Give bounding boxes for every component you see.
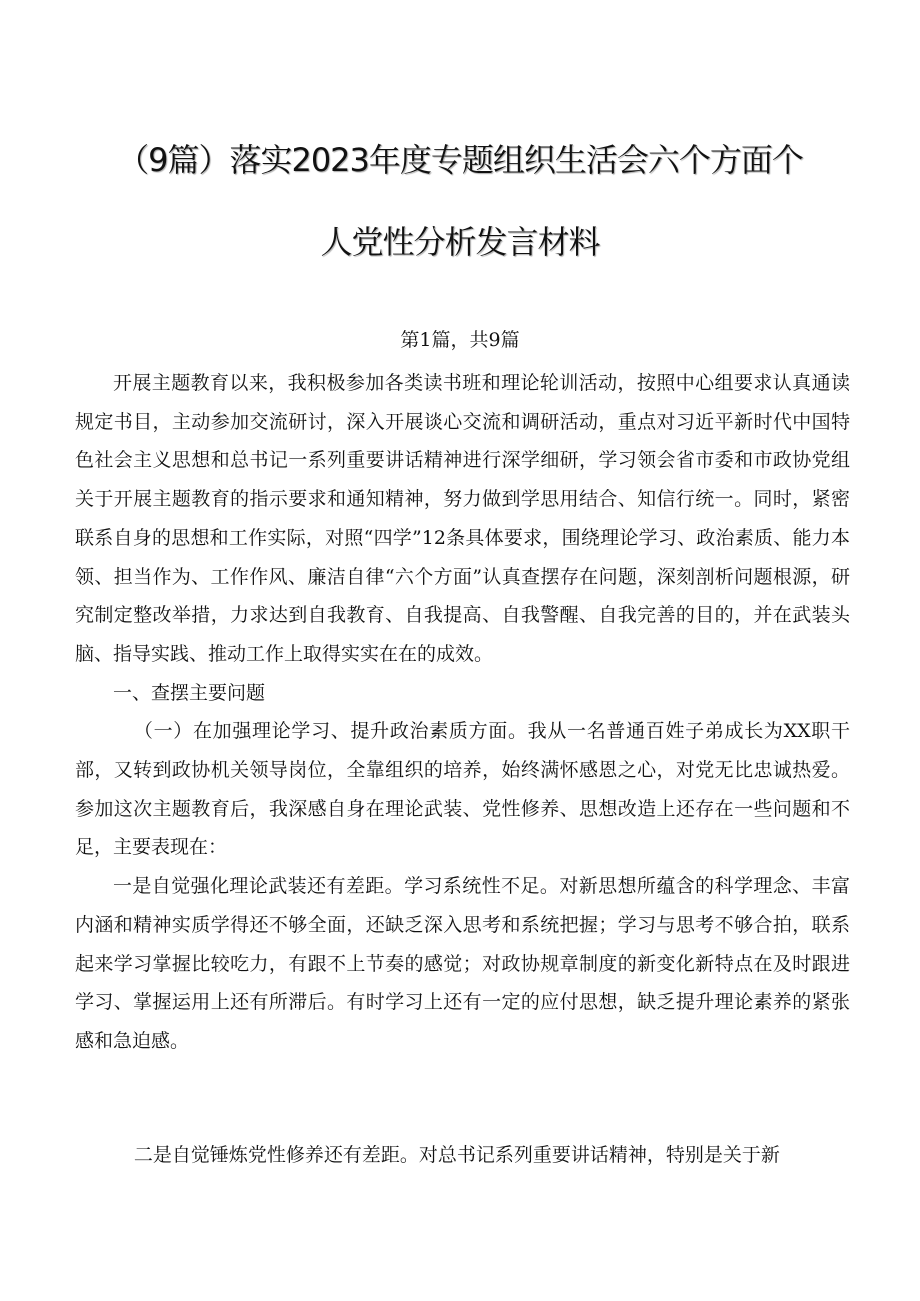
document-title-line-2: 人党性分析发言材料 (320, 223, 600, 261)
subsection-paragraph: （一）在加强理论学习、提升政治素质方面。我从一名普通百姓子弟成长为XX职干部，又转到政协机关领导岗位，全靠组织的培养，始终满怀感恩之心，对党无比忠诚热爱。参加这次主题教育后，我深感自身在理论武装、党性修养、思想改造上还存在一些问题和不足，主要表现在： (75, 720, 850, 859)
section-heading: 一、查摆主要问题 (113, 681, 266, 704)
document-body-continued (75, 1136, 850, 1175)
body-paragraph: 一是自觉强化理论武装还有差距。学习系统性不足。对新思想所蕴含的科学理念、丰富内涵和精神实质学得还不够全面，还缺乏深入思考和系统把握；学习与思考不够合拍，联系起来学习掌握比较吃力，有跟不上节奏的感觉；对政协规章制度的新变化新特点在及时跟进学习、掌握运用上还有所滞后。有时学习上还有一定的应付思想，缺乏提升理论素养的紧张感和急迫感。 (75, 875, 850, 1052)
intro-paragraph: 开展主题教育以来，我积极参加各类读书班和理论轮训活动，按照中心组要求认真通读规定书目，主动参加交流研讨，深入开展谈心交流和调研活动，重点对习近平新时代中国特色社会主义思想和总书记一系列重要讲话精神进行深学细研，学习领会省市委和市政协党组关于开展主题教育的指示要求和通知精神，努力做到学思用结合、知信行统一。同时，紧密联系自身的思想和工作实际，对照“四学”12条具体要求，围绕理论学习、政治素质、能力本领、担当作为、工作作风、廉洁自律“六个方面”认真查摆存在问题，深刻剖析问题根源，研究制定整改举措，力求达到自我教育、自我提高、自我警醒、自我完善的目的，并在武装头脑、指导实践、推动工作上取得实实在在的成效。 (75, 372, 850, 665)
body-paragraph: 二是自觉锤炼党性修养还有差距。对总书记系列重要讲话精神，特别是关于新 (133, 1144, 780, 1166)
document-title-line-1: （9篇）落实2023年度专题组织生活会六个方面个 (117, 141, 803, 179)
part-indicator: 第1篇，共9篇 (400, 329, 520, 351)
document-body (75, 364, 850, 1061)
